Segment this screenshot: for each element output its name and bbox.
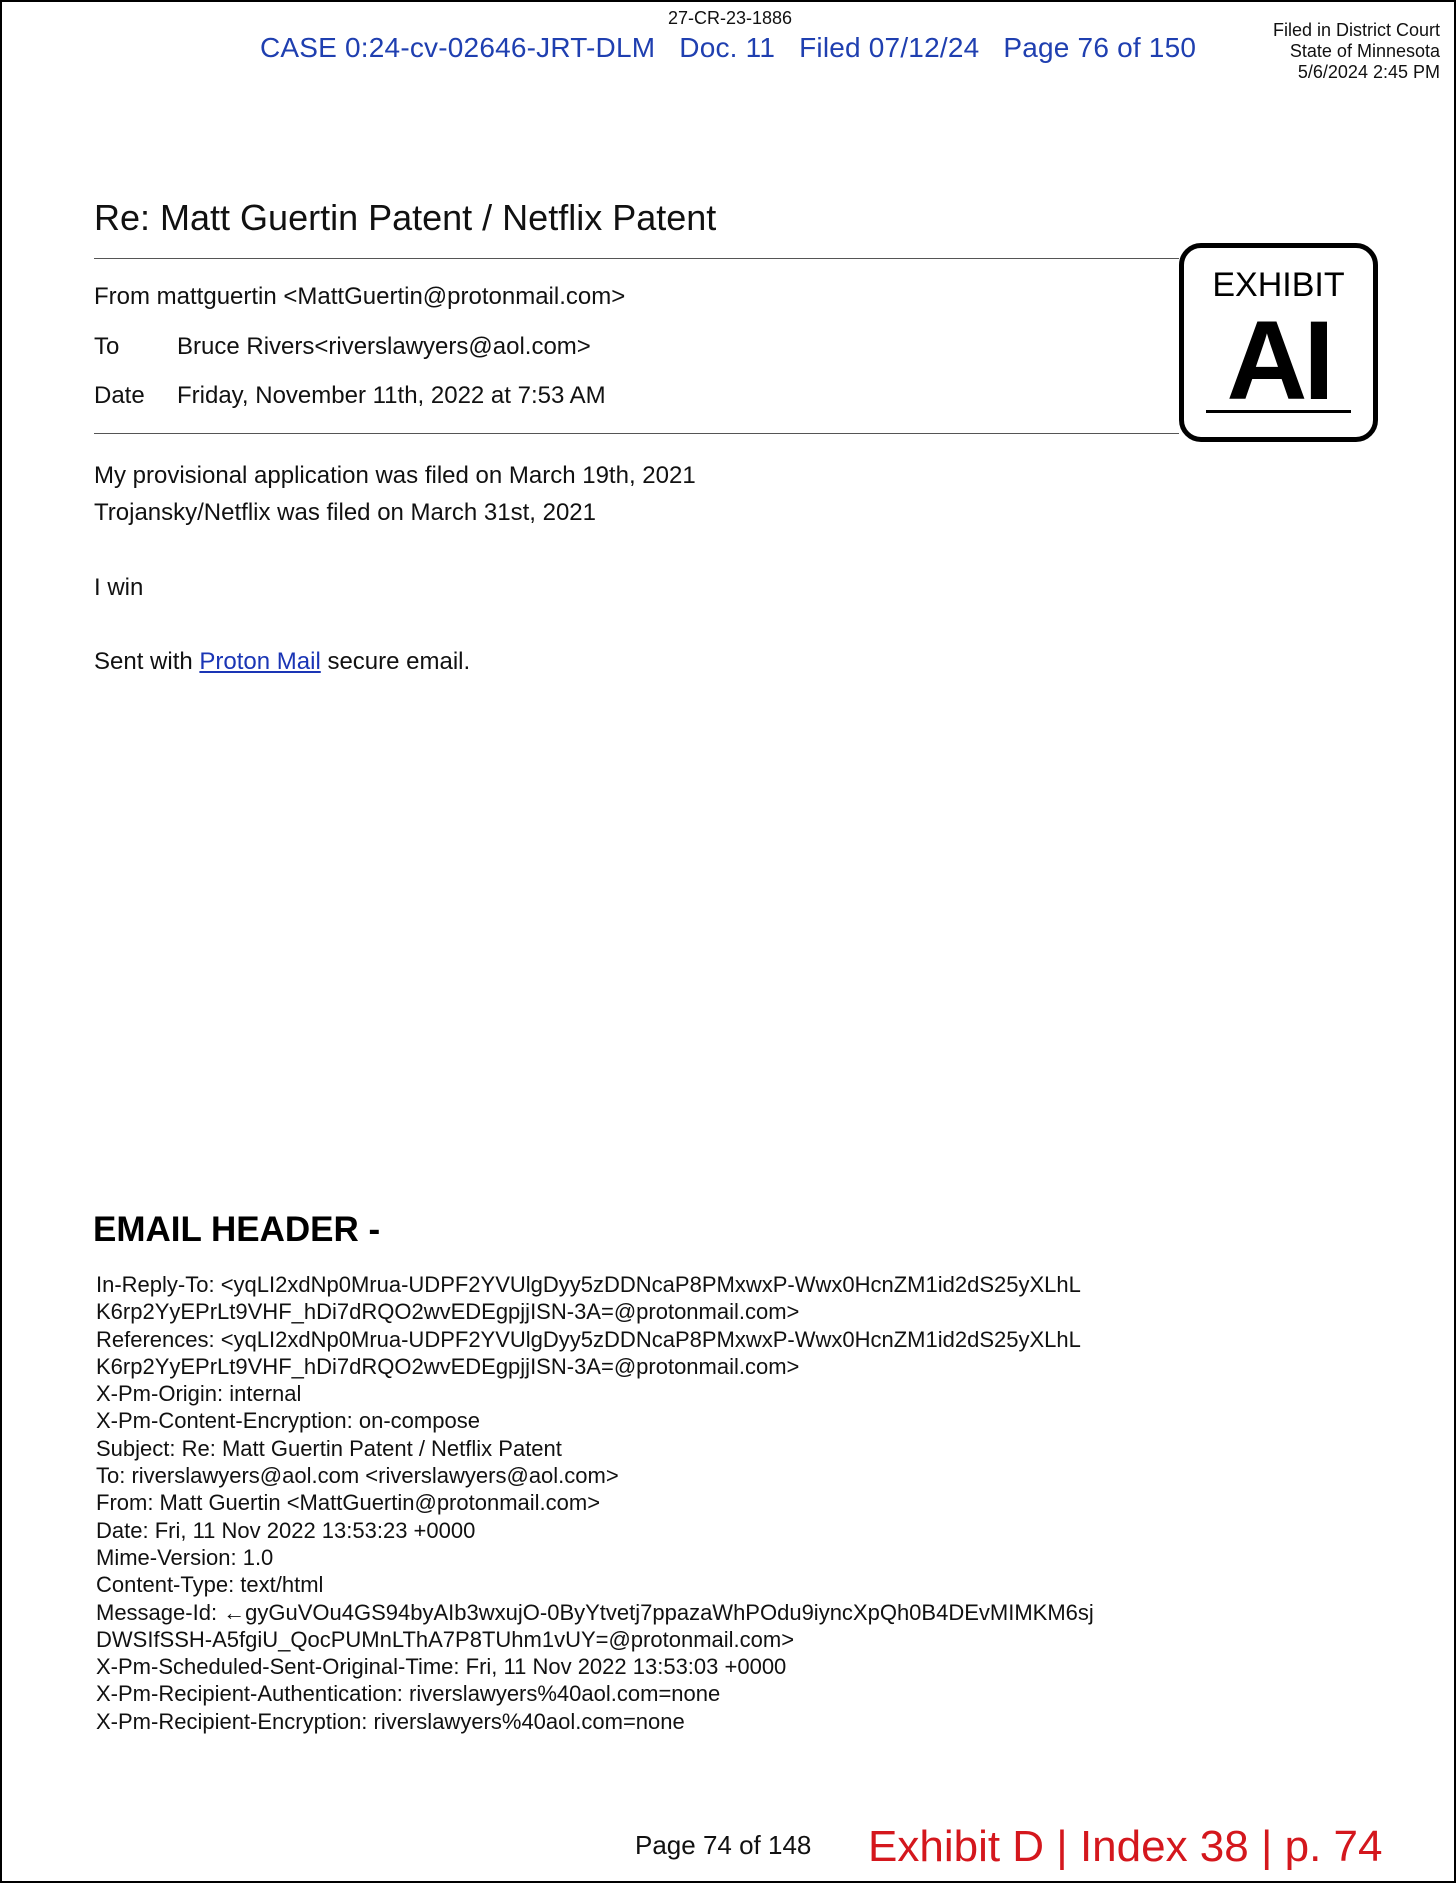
email-header-line: To: riverslawyers@aol.com <riverslawyers@aol.com> [96, 1463, 619, 1489]
exhibit-stamp-underline [1206, 410, 1351, 413]
date-value: Friday, November 11th, 2022 at 7:53 AM [177, 382, 606, 409]
doc-number: Doc. 11 [679, 32, 776, 63]
exhibit-stamp-word: EXHIBIT [1212, 266, 1345, 304]
email-header-line: X-Pm-Recipient-Encryption: riverslawyers%40aol.com=none [96, 1708, 685, 1734]
email-header-line: K6rp2YyEPrLt9VHF_hDi7dRQO2wvEDEgpjjISN-3A=@protonmail.com> [96, 1353, 800, 1379]
email-header-line: Mime-Version: 1.0 [96, 1544, 274, 1570]
email-header-line: X-Pm-Content-Encryption: on-compose [96, 1408, 480, 1434]
email-header-line: X-Pm-Scheduled-Sent-Original-Time: Fri, 11 Nov 2022 13:53:03 +0000 [96, 1654, 787, 1680]
email-header-line: K6rp2YyEPrLt9VHF_hDi7dRQO2wvEDEgpjjISN-3A=@protonmail.com> [96, 1299, 800, 1325]
email-header-line: In-Reply-To: <yqLI2xdNp0Mrua-UDPF2YVUlgDyy5zDDNcaP8PMxwxP-Wwx0HcnZM1id2dS25yXLhL [96, 1272, 1081, 1297]
email-header-title: EMAIL HEADER - [93, 1210, 381, 1249]
exhibit-stamp [1179, 243, 1378, 442]
page-range: Page 76 of 150 [1003, 32, 1197, 63]
from-row [94, 283, 625, 311]
email-header-line: Subject: Re: Matt Guertin Patent / Netflix Patent [96, 1435, 562, 1461]
email-header-line: DWSIfSSH-A5fgiU_QocPUMnLThA7P8TUhm1vUY=@protonmail.com> [96, 1626, 795, 1652]
body-line: I win [94, 574, 144, 601]
divider [94, 258, 1179, 259]
email-header-line: References: <yqLI2xdNp0Mrua-UDPF2YVUlgDyy5zDDNcaP8PMxwxP-Wwx0HcnZM1id2dS25yXLhL [96, 1326, 1081, 1352]
proton-mail-link[interactable]: Proton Mail [199, 648, 321, 675]
email-subject: Re: Matt Guertin Patent / Netflix Patent [94, 197, 717, 238]
signature-line [94, 648, 470, 676]
from-label: From [94, 283, 150, 310]
email-header-line: X-Pm-Recipient-Authentication: riverslawyers%40aol.com=none [96, 1681, 721, 1707]
date-row [94, 382, 606, 410]
email-header-line: Date: Fri, 11 Nov 2022 13:53:23 +0000 [96, 1517, 476, 1543]
body-line: Trojansky/Netflix was filed on March 31st, 2021 [94, 499, 596, 526]
federal-case-header [260, 32, 1220, 64]
exhibit-index-label: Exhibit D | Index 38 | p. 74 [868, 1822, 1383, 1871]
state-case-number: 27-CR-23-1886 [667, 8, 793, 28]
filed-date: Filed 07/12/24 [799, 32, 980, 63]
from-value: mattguertin <MattGuertin@protonmail.com> [156, 283, 626, 310]
date-label: Date [94, 382, 145, 409]
signature-suffix: secure email. [320, 648, 471, 675]
page-number: Page 74 of 148 [635, 1830, 812, 1860]
to-row [94, 333, 591, 361]
to-value: Bruce Rivers<riverslawyers@aol.com> [177, 333, 591, 360]
email-header-line: Message-Id: ←gyGuVOu4GS94byAIb3wxujO-0ByYtvetj7ppazaWhPOdu9iyncXpQh0B4DEvMIMKM6sj [96, 1599, 1094, 1625]
exhibit-stamp-code: AI [1226, 298, 1331, 423]
filed-stamp-line: State of Minnesota [1289, 41, 1440, 61]
case-number: CASE 0:24-cv-02646-JRT-DLM [260, 32, 656, 63]
signature-prefix: Sent with [94, 648, 200, 675]
email-header-line: X-Pm-Origin: internal [96, 1381, 302, 1407]
to-label: To [94, 333, 120, 360]
filed-stamp-line: Filed in District Court [1272, 20, 1440, 40]
email-header-line: From: Matt Guertin <MattGuertin@protonmail.com> [96, 1490, 601, 1516]
divider [94, 433, 1179, 434]
body-line: My provisional application was filed on March 19th, 2021 [94, 462, 696, 489]
email-header-line: Content-Type: text/html [96, 1572, 324, 1598]
email-header-block [96, 1271, 1276, 1735]
filed-stamp-line: 5/6/2024 2:45 PM [1297, 62, 1440, 82]
filed-stamp [1273, 20, 1440, 83]
